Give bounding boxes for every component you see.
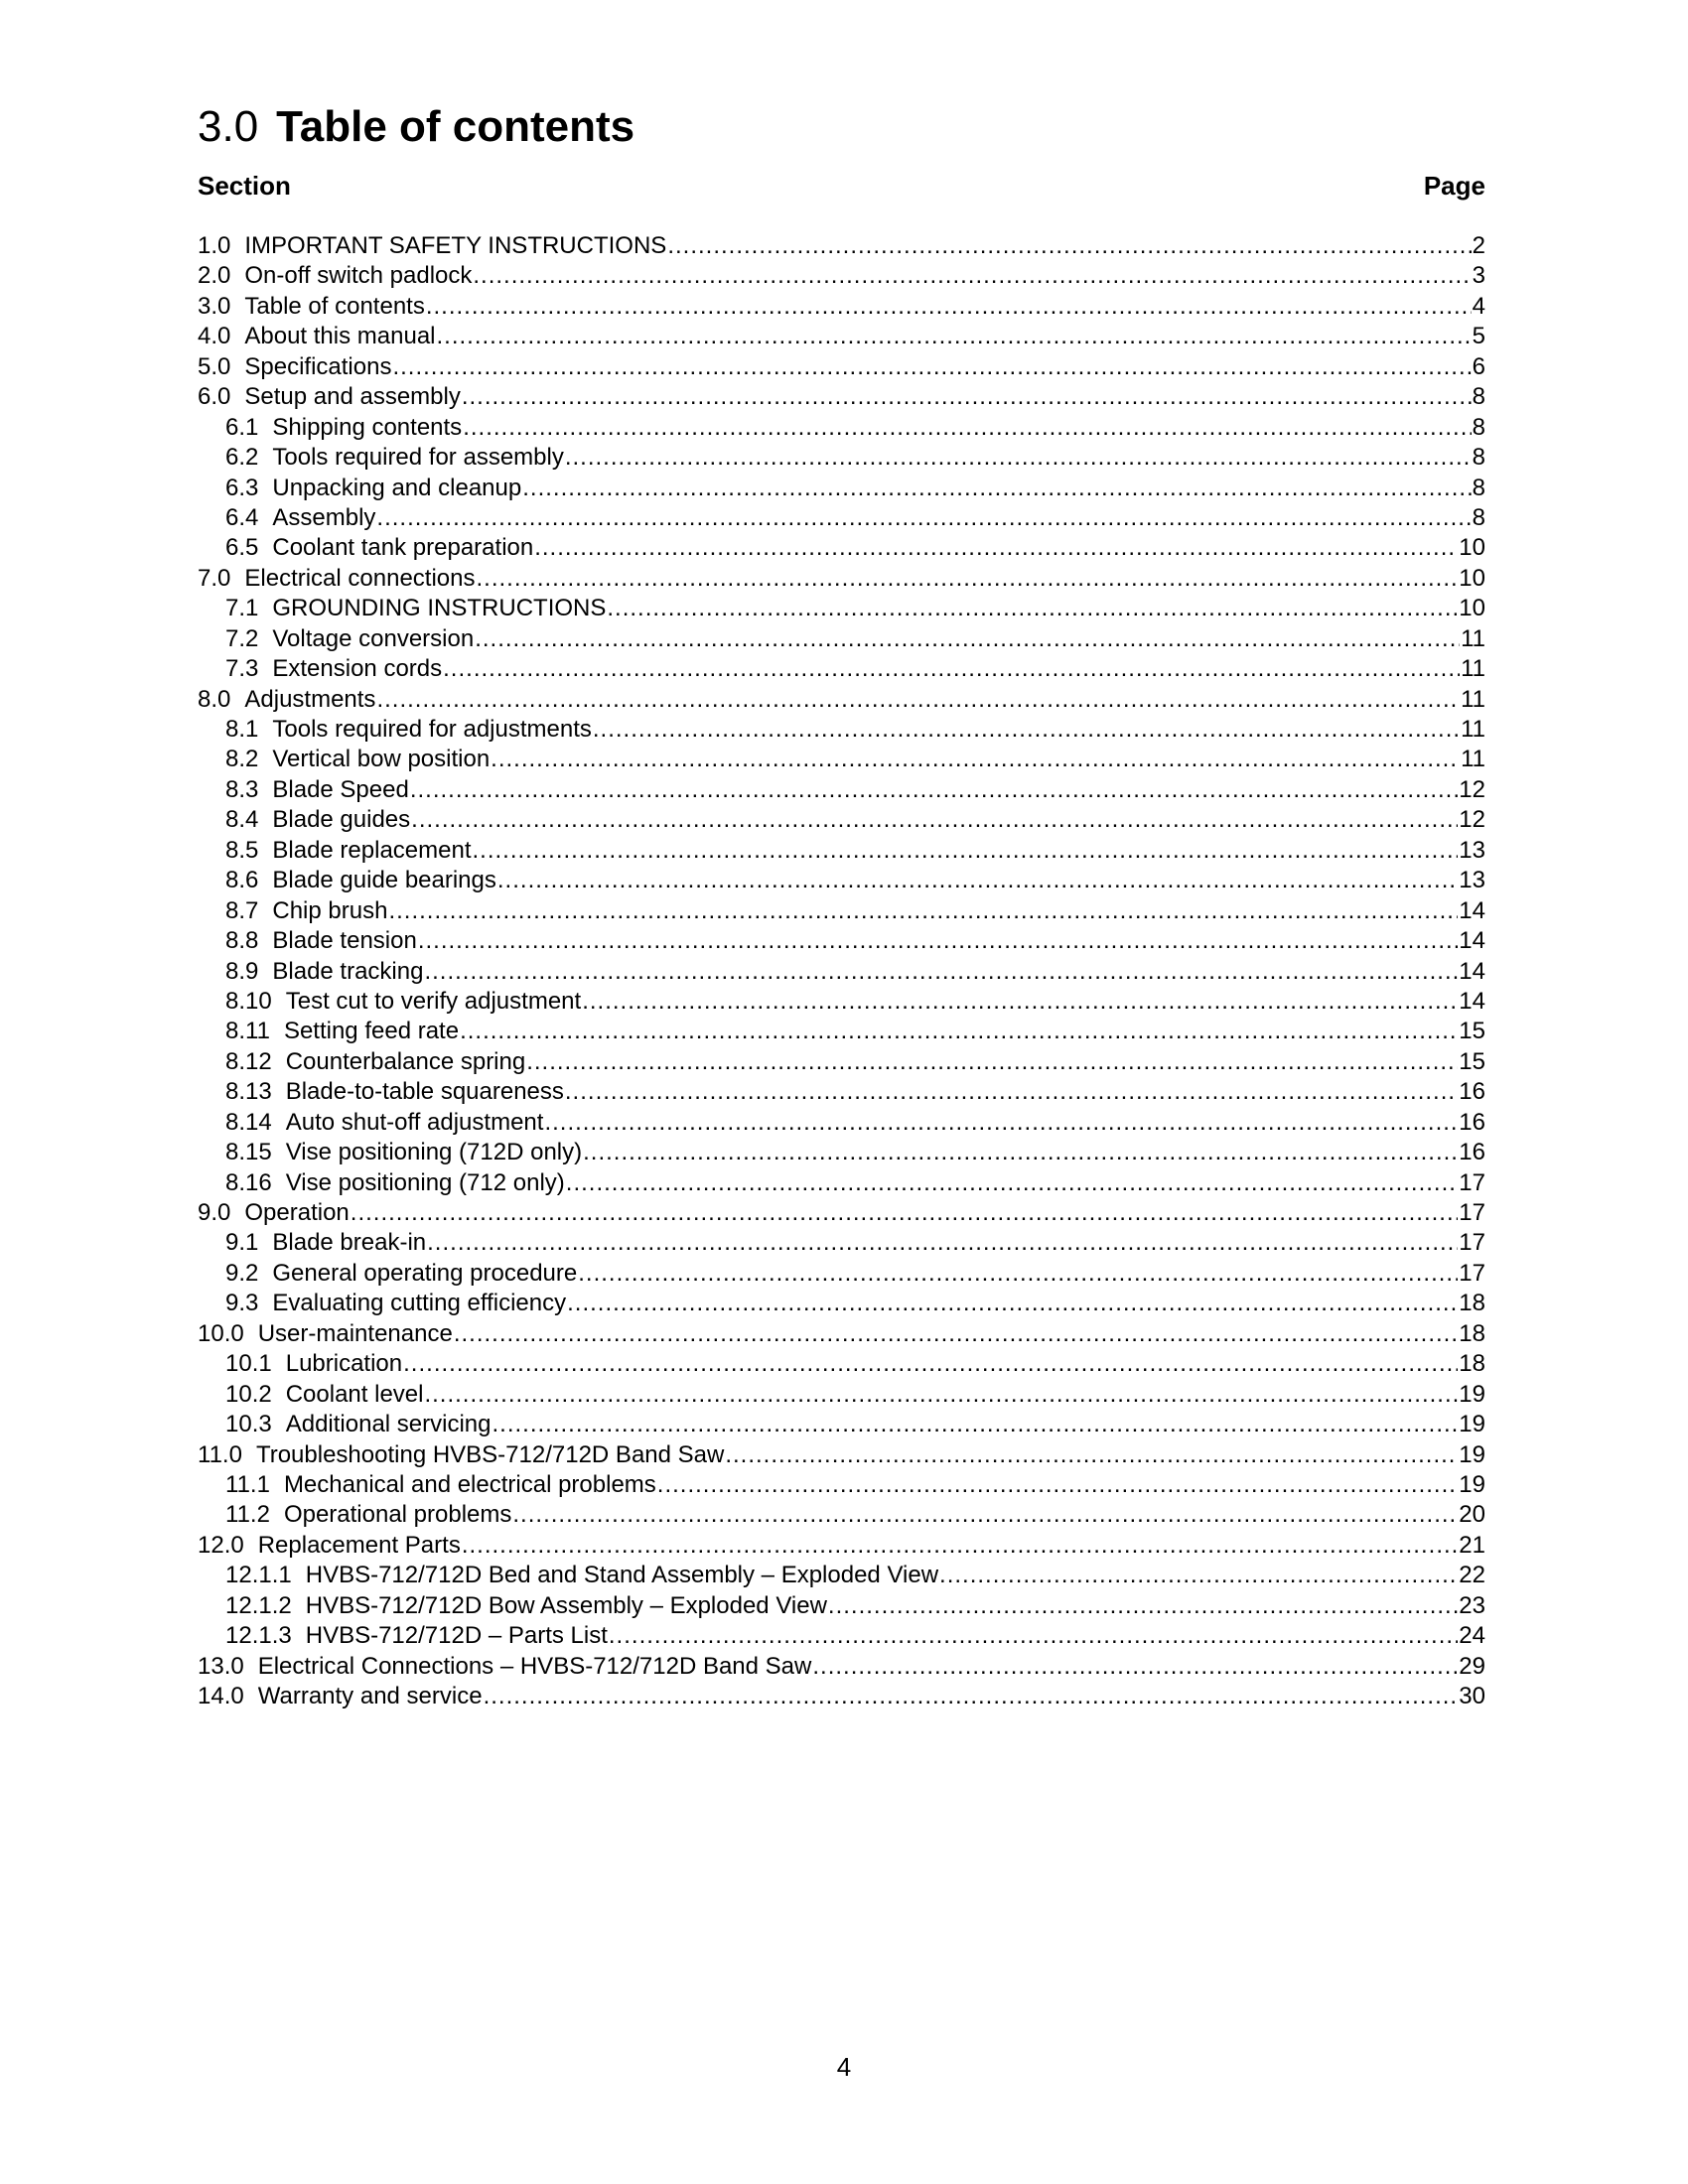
toc-entry[interactable] (198, 503, 1485, 533)
toc-entry-number: 6.4 (225, 503, 259, 531)
toc-entry[interactable] (198, 382, 1485, 412)
dot-leader (462, 1531, 1458, 1561)
toc-entry-page: 8 (1472, 503, 1485, 531)
toc-entry-page: 19 (1459, 1440, 1485, 1468)
page-title-text: Table of contents (276, 102, 635, 151)
toc-entry[interactable] (198, 866, 1485, 895)
dot-leader (939, 1561, 1458, 1590)
toc-entry-title: HVBS-712/712D – Parts List (305, 1622, 608, 1650)
toc-entry-title: Blade-to-table squareness (285, 1078, 564, 1106)
dot-leader (427, 1228, 1458, 1258)
toc-entry[interactable] (198, 1259, 1485, 1289)
dot-leader (583, 1138, 1458, 1167)
toc-entry-page: 14 (1459, 987, 1485, 1015)
toc-entry-title: General operating procedure (272, 1259, 578, 1287)
toc-entry[interactable] (198, 1591, 1485, 1621)
toc-entry-page: 30 (1459, 1683, 1485, 1709)
toc-entry-number: 8.4 (225, 806, 259, 834)
toc-entry-title: Blade tracking (272, 957, 424, 985)
toc-entry-title: Extension cords (272, 655, 443, 683)
toc-entry-number: 10.3 (225, 1411, 272, 1438)
dot-leader (497, 866, 1458, 895)
toc-entry[interactable] (198, 1319, 1485, 1349)
toc-entry[interactable] (198, 292, 1485, 322)
toc-entry-number: 8.5 (225, 836, 259, 864)
toc-entry-number: 2.0 (198, 262, 231, 290)
toc-entry-title: About this manual (244, 323, 436, 350)
toc-entry-page: 15 (1459, 1018, 1485, 1045)
toc-entry-page: 14 (1459, 927, 1485, 955)
toc-entry-page: 19 (1459, 1380, 1485, 1408)
toc-entry-number: 8.2 (225, 746, 259, 773)
dot-leader (565, 443, 1472, 473)
dot-leader (403, 1349, 1458, 1379)
toc-entry-page: 12 (1459, 806, 1485, 834)
toc-entry-number: 9.3 (225, 1290, 259, 1317)
dot-leader (609, 1621, 1458, 1651)
dot-leader (418, 926, 1458, 956)
toc-entry-page: 19 (1459, 1411, 1485, 1438)
toc-entry-page: 6 (1472, 352, 1485, 380)
toc-entry[interactable] (198, 1380, 1485, 1410)
dot-leader (443, 654, 1460, 684)
toc-entry-page: 11 (1461, 624, 1485, 652)
toc-entry[interactable] (198, 1500, 1485, 1530)
toc-entry-title: On-off switch padlock (244, 262, 473, 290)
toc-entry-number: 12.1.1 (225, 1562, 292, 1589)
toc-entry[interactable] (198, 685, 1485, 715)
toc-entry-page: 24 (1459, 1622, 1485, 1650)
toc-entry-title: Unpacking and cleanup (272, 474, 522, 501)
toc-entry-title: Setting feed rate (283, 1018, 460, 1045)
toc-entry[interactable] (198, 715, 1485, 745)
toc-entry-page: 13 (1459, 867, 1485, 894)
toc-entry-title: HVBS-712/712D Bow Assembly – Exploded View (305, 1591, 827, 1619)
toc-entry-page: 17 (1459, 1199, 1485, 1226)
dot-leader (522, 474, 1471, 503)
dot-leader (351, 1198, 1459, 1228)
toc-entry-title: Assembly (272, 503, 376, 531)
toc-entry-number: 6.0 (198, 383, 231, 411)
toc-entry-title: Electrical connections (244, 564, 476, 592)
toc-entry-title: Operational problems (283, 1501, 512, 1529)
toc-entry-page: 2 (1472, 232, 1485, 259)
toc-entry-page: 19 (1459, 1470, 1485, 1498)
toc-entry-number: 8.13 (225, 1078, 272, 1106)
toc-entry[interactable] (198, 1289, 1485, 1318)
dot-leader (477, 564, 1459, 594)
toc-entry-title: Counterbalance spring (285, 1047, 526, 1075)
toc-entry-page: 10 (1459, 595, 1485, 622)
toc-entry-page: 18 (1459, 1350, 1485, 1378)
toc-entry-title: Adjustments (244, 685, 376, 713)
toc-entry-title: Warranty and service (257, 1683, 483, 1709)
dot-leader (473, 836, 1459, 866)
toc-entry[interactable] (198, 261, 1485, 291)
toc-page (198, 99, 1485, 1711)
toc-entry-title: Coolant tank preparation (272, 534, 534, 562)
toc-entry[interactable] (198, 594, 1485, 623)
toc-entry[interactable] (198, 322, 1485, 351)
toc-entry[interactable] (198, 231, 1485, 261)
page-number-footer: 4 (836, 2052, 852, 2082)
toc-entry-title: Blade guides (272, 806, 411, 834)
dot-leader (593, 715, 1460, 745)
toc-entry-title: Electrical Connections – HVBS-712/712D Band Saw (257, 1652, 812, 1680)
toc-entry-title: Specifications (244, 352, 392, 380)
toc-entry-page: 8 (1472, 474, 1485, 501)
toc-entry-title: Mechanical and electrical problems (283, 1470, 656, 1498)
dot-leader (725, 1440, 1458, 1470)
toc-entry-number: 9.0 (198, 1199, 231, 1226)
toc-entry[interactable] (198, 1652, 1485, 1682)
toc-entry-title: Evaluating cutting efficiency (272, 1290, 567, 1317)
toc-entry[interactable] (198, 1077, 1485, 1107)
toc-entry-page: 16 (1459, 1078, 1485, 1106)
dot-leader (657, 1470, 1459, 1500)
toc-entry-number: 11.1 (225, 1470, 270, 1498)
dot-leader (492, 1410, 1459, 1439)
toc-entry-title: User-maintenance (257, 1319, 453, 1347)
toc-entry-page: 11 (1461, 685, 1485, 713)
toc-entry-page: 11 (1461, 716, 1485, 743)
toc-entry-page: 14 (1459, 957, 1485, 985)
toc-entry-number: 8.15 (225, 1139, 272, 1166)
toc-entry-page: 18 (1459, 1319, 1485, 1347)
toc-entry-number: 6.3 (225, 474, 259, 501)
toc-entry-title: Lubrication (285, 1350, 403, 1378)
dot-leader (566, 1168, 1459, 1198)
toc-entry-page: 29 (1459, 1652, 1485, 1680)
dot-leader (565, 1077, 1458, 1107)
toc-entry-title: Replacement Parts (257, 1531, 461, 1559)
toc-entry-page: 8 (1472, 383, 1485, 411)
toc-entry-number: 8.1 (225, 716, 259, 743)
toc-entry-number: 12.1.2 (225, 1591, 292, 1619)
toc-entry-page: 17 (1459, 1259, 1485, 1287)
dot-leader (462, 382, 1472, 412)
toc-entry-number: 4.0 (198, 323, 231, 350)
toc-entry-number: 8.16 (225, 1168, 272, 1196)
toc-entry-title: Tools required for adjustments (272, 716, 592, 743)
toc-entry[interactable] (198, 1410, 1485, 1439)
toc-entry-page: 22 (1459, 1562, 1485, 1589)
toc-entry-number: 8.7 (225, 896, 259, 924)
toc-entry-number: 11.0 (198, 1440, 242, 1468)
toc-entry-number: 1.0 (198, 232, 231, 259)
toc-entry-page: 20 (1459, 1501, 1485, 1529)
toc-entry-page: 8 (1472, 413, 1485, 441)
toc-entry-page: 23 (1459, 1591, 1485, 1619)
toc-entry-number: 5.0 (198, 352, 231, 380)
page-title (198, 99, 1485, 155)
toc-entry-number: 10.0 (198, 1319, 244, 1347)
toc-entry-title: Vertical bow position (272, 746, 491, 773)
dot-leader (544, 1108, 1458, 1138)
toc-entry[interactable] (198, 1047, 1485, 1077)
toc-entry-page: 14 (1459, 896, 1485, 924)
toc-entry-title: Blade Speed (272, 775, 409, 803)
toc-entry-title: Blade guide bearings (272, 867, 496, 894)
toc-entry-title: Setup and assembly (244, 383, 461, 411)
dot-leader (376, 503, 1471, 533)
column-headers (198, 170, 1485, 202)
dot-leader (491, 745, 1460, 774)
toc-entry-page: 17 (1459, 1229, 1485, 1257)
dot-leader (426, 292, 1472, 322)
dot-leader (828, 1591, 1458, 1621)
toc-entry[interactable] (198, 624, 1485, 654)
dot-leader (454, 1319, 1458, 1349)
dot-leader (667, 231, 1471, 261)
toc-entry-title: Chip brush (272, 896, 388, 924)
toc-entry-page: 5 (1472, 323, 1485, 350)
toc-list (198, 231, 1485, 1711)
toc-entry-title: Tools required for assembly (272, 444, 564, 472)
toc-entry-page: 3 (1472, 262, 1485, 290)
toc-entry-number: 8.12 (225, 1047, 272, 1075)
dot-leader (392, 352, 1471, 382)
toc-entry[interactable] (198, 533, 1485, 563)
toc-entry[interactable] (198, 1138, 1485, 1167)
dot-leader (812, 1652, 1458, 1682)
toc-entry[interactable] (198, 654, 1485, 684)
toc-entry-page: 15 (1459, 1047, 1485, 1075)
toc-entry-page: 13 (1459, 836, 1485, 864)
toc-entry-title: Troubleshooting HVBS-712/712D Band Saw (255, 1440, 725, 1468)
toc-entry-number: 14.0 (198, 1683, 244, 1709)
dot-leader (526, 1047, 1458, 1077)
toc-entry[interactable] (198, 474, 1485, 503)
toc-entry-number: 12.0 (198, 1531, 244, 1559)
dot-leader (437, 322, 1472, 351)
toc-entry-title: Auto shut-off adjustment (285, 1108, 544, 1136)
toc-entry-page: 11 (1461, 746, 1485, 773)
page-column-header: Page (1423, 171, 1485, 201)
toc-entry[interactable] (198, 1470, 1485, 1500)
toc-entry[interactable] (198, 1682, 1485, 1711)
toc-entry-title: Operation (244, 1199, 350, 1226)
toc-entry[interactable] (198, 987, 1485, 1017)
toc-entry-page: 12 (1459, 775, 1485, 803)
toc-entry[interactable] (198, 1198, 1485, 1228)
toc-entry-number: 12.1.3 (225, 1622, 292, 1650)
dot-leader (475, 624, 1460, 654)
toc-entry[interactable] (198, 745, 1485, 774)
toc-entry-number: 7.2 (225, 624, 259, 652)
toc-entry[interactable] (198, 1168, 1485, 1198)
toc-entry-number: 8.10 (225, 987, 272, 1015)
toc-entry-title: Blade replacement (272, 836, 472, 864)
toc-entry[interactable] (198, 1108, 1485, 1138)
dot-leader (534, 533, 1458, 563)
toc-entry-page: 10 (1459, 534, 1485, 562)
toc-entry[interactable] (198, 443, 1485, 473)
dot-leader (388, 896, 1458, 926)
toc-entry-number: 8.6 (225, 867, 259, 894)
toc-entry-title: Coolant level (285, 1380, 424, 1408)
toc-entry-title: Additional servicing (285, 1411, 492, 1438)
toc-entry[interactable] (198, 1531, 1485, 1561)
toc-entry-number: 8.14 (225, 1108, 272, 1136)
page-title-number: 3.0 (198, 102, 259, 151)
dot-leader (512, 1500, 1458, 1530)
toc-entry-number: 6.2 (225, 444, 259, 472)
dot-leader (410, 775, 1458, 805)
toc-entry-number: 10.1 (225, 1350, 272, 1378)
toc-entry[interactable] (198, 957, 1485, 987)
toc-entry-number: 3.0 (198, 292, 231, 320)
toc-entry-number: 6.5 (225, 534, 259, 562)
toc-entry[interactable] (198, 926, 1485, 956)
toc-entry[interactable] (198, 896, 1485, 926)
toc-entry-number: 7.0 (198, 564, 231, 592)
toc-entry-title: Blade tension (272, 927, 417, 955)
toc-entry-number: 13.0 (198, 1652, 244, 1680)
toc-entry-number: 8.0 (198, 685, 231, 713)
toc-entry-number: 8.3 (225, 775, 259, 803)
toc-entry-page: 21 (1459, 1531, 1485, 1559)
toc-entry-title: Vise positioning (712D only) (285, 1139, 583, 1166)
toc-entry-number: 10.2 (225, 1380, 272, 1408)
toc-entry[interactable] (198, 805, 1485, 835)
toc-entry-number: 8.11 (225, 1018, 270, 1045)
toc-entry[interactable] (198, 352, 1485, 382)
dot-leader (473, 261, 1471, 291)
dot-leader (607, 594, 1458, 623)
toc-entry-number: 8.8 (225, 927, 259, 955)
toc-entry[interactable] (198, 1349, 1485, 1379)
toc-entry-page: 16 (1459, 1108, 1485, 1136)
dot-leader (567, 1289, 1458, 1318)
toc-entry[interactable] (198, 1228, 1485, 1258)
section-column-header: Section (198, 171, 291, 201)
dot-leader (460, 1017, 1458, 1046)
toc-entry-page: 4 (1472, 292, 1485, 320)
toc-entry-number: 7.3 (225, 655, 259, 683)
dot-leader (463, 413, 1471, 443)
toc-entry-number: 8.9 (225, 957, 259, 985)
toc-entry-page: 10 (1459, 564, 1485, 592)
toc-entry-page: 17 (1459, 1168, 1485, 1196)
toc-entry-number: 7.1 (225, 595, 259, 622)
toc-entry-title: Blade break-in (272, 1229, 427, 1257)
dot-leader (484, 1682, 1459, 1711)
toc-entry[interactable] (198, 775, 1485, 805)
toc-entry[interactable] (198, 1561, 1485, 1590)
toc-entry[interactable] (198, 413, 1485, 443)
toc-entry[interactable] (198, 836, 1485, 866)
toc-entry-title: Voltage conversion (272, 624, 475, 652)
dot-leader (376, 685, 1460, 715)
dot-leader (424, 1380, 1458, 1410)
toc-entry-title: GROUNDING INSTRUCTIONS (272, 595, 607, 622)
toc-entry-title: IMPORTANT SAFETY INSTRUCTIONS (244, 232, 667, 259)
toc-entry-page: 16 (1459, 1139, 1485, 1166)
toc-entry[interactable] (198, 1621, 1485, 1651)
toc-entry-page: 11 (1461, 655, 1485, 683)
toc-entry-page: 18 (1459, 1290, 1485, 1317)
toc-entry-title: HVBS-712/712D Bed and Stand Assembly – Exploded View (305, 1562, 939, 1589)
toc-entry-title: Shipping contents (272, 413, 463, 441)
toc-entry-number: 6.1 (225, 413, 259, 441)
toc-entry-number: 9.2 (225, 1259, 259, 1287)
toc-entry[interactable] (198, 564, 1485, 594)
toc-entry[interactable] (198, 1017, 1485, 1046)
toc-entry-number: 9.1 (225, 1229, 259, 1257)
toc-entry-page: 8 (1472, 444, 1485, 472)
toc-entry-number: 11.2 (225, 1501, 270, 1529)
toc-entry-title: Table of contents (244, 292, 425, 320)
dot-leader (411, 805, 1458, 835)
dot-leader (582, 987, 1458, 1017)
toc-entry[interactable] (198, 1440, 1485, 1470)
toc-entry-title: Vise positioning (712 only) (285, 1168, 565, 1196)
toc-entry-title: Test cut to verify adjustment (285, 987, 582, 1015)
dot-leader (578, 1259, 1458, 1289)
dot-leader (424, 957, 1458, 987)
